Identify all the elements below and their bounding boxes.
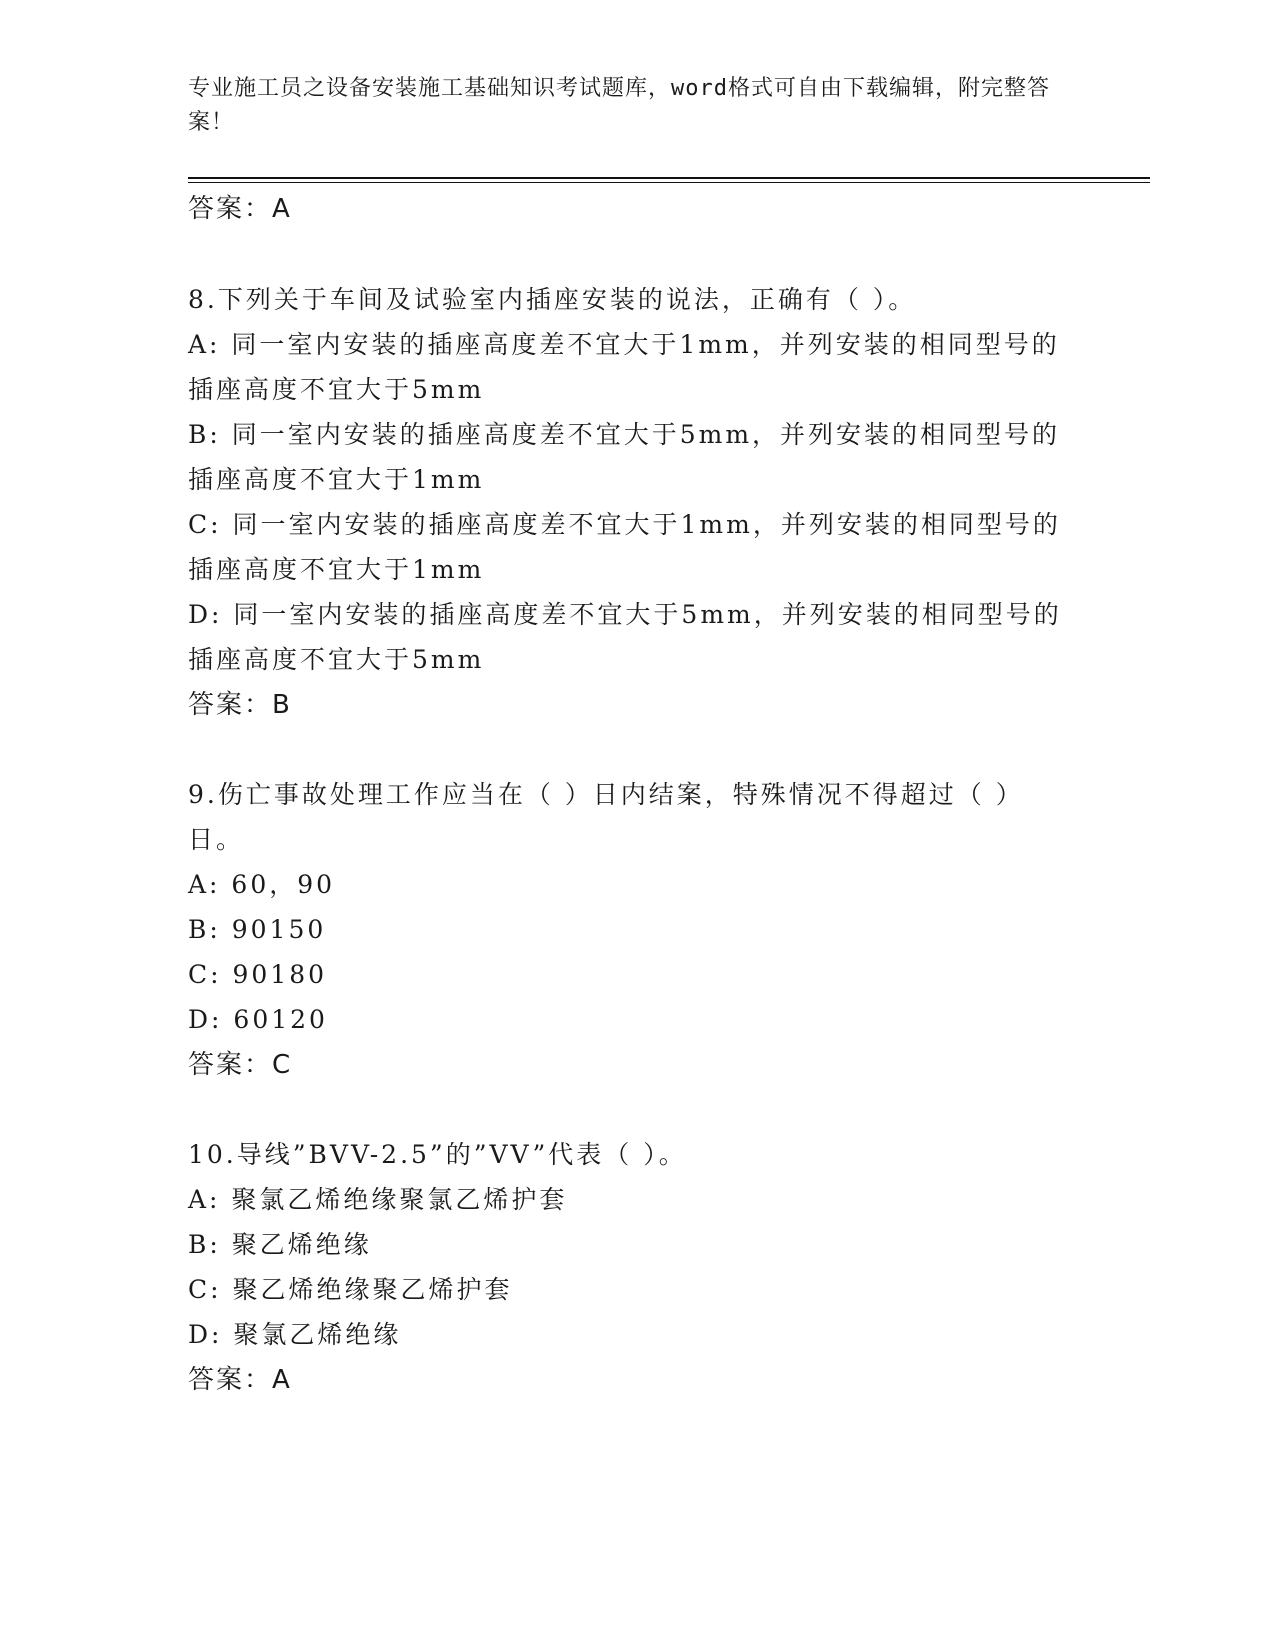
document-header: 专业施工员之设备安装施工基础知识考试题库，word格式可自由下载编辑，附完整答案！ bbox=[188, 76, 1050, 135]
question-8-stem: 8.下列关于车间及试验室内插座安装的说法，正确有（ ）。 bbox=[188, 285, 917, 314]
previous-answer: 答案：A bbox=[188, 194, 292, 224]
question-8-answer: 答案：B bbox=[188, 690, 292, 720]
question-10-answer: 答案：A bbox=[188, 1365, 292, 1395]
question-8-option-d-cont: 插座高度不宜大于5mm bbox=[188, 645, 485, 674]
question-10-option-c: C: 聚乙烯绝缘聚乙烯护套 bbox=[188, 1275, 513, 1304]
header-divider bbox=[188, 177, 1150, 179]
question-10-option-b: B: 聚乙烯绝缘 bbox=[188, 1230, 372, 1259]
question-8-option-b: B: 同一室内安装的插座高度差不宜大于5mm，并列安装的相同型号的 bbox=[188, 420, 1061, 449]
question-8-option-a: A: 同一室内安装的插座高度差不宜大于1mm，并列安装的相同型号的 bbox=[188, 330, 1060, 359]
question-10-option-d: D: 聚氯乙烯绝缘 bbox=[188, 1320, 402, 1349]
question-10-option-a: A: 聚氯乙烯绝缘聚氯乙烯护套 bbox=[188, 1185, 568, 1214]
question-9-option-c: C: 90180 bbox=[188, 960, 328, 989]
question-9-option-b: B: 90150 bbox=[188, 915, 327, 944]
question-9-answer: 答案：C bbox=[188, 1050, 293, 1080]
question-8-option-c-cont: 插座高度不宜大于1mm bbox=[188, 555, 485, 584]
question-8-option-a-cont: 插座高度不宜大于5mm bbox=[188, 375, 485, 404]
question-9-stem-cont: 日。 bbox=[188, 825, 245, 854]
question-8-option-c: C: 同一室内安装的插座高度差不宜大于1mm，并列安装的相同型号的 bbox=[188, 510, 1061, 539]
question-8-option-b-cont: 插座高度不宜大于1mm bbox=[188, 465, 485, 494]
header-divider-thin bbox=[188, 182, 1150, 183]
question-9-stem: 9.伤亡事故处理工作应当在（ ）日内结案，特殊情况不得超过（ ） bbox=[188, 780, 1024, 809]
question-8-option-d: D: 同一室内安装的插座高度差不宜大于5mm，并列安装的相同型号的 bbox=[188, 600, 1062, 629]
question-9-option-d: D: 60120 bbox=[188, 1005, 328, 1034]
question-9-option-a: A: 60，90 bbox=[188, 870, 336, 899]
question-10-stem: 10.导线”BVV-2.5”的”VV”代表（ ）。 bbox=[188, 1140, 687, 1169]
